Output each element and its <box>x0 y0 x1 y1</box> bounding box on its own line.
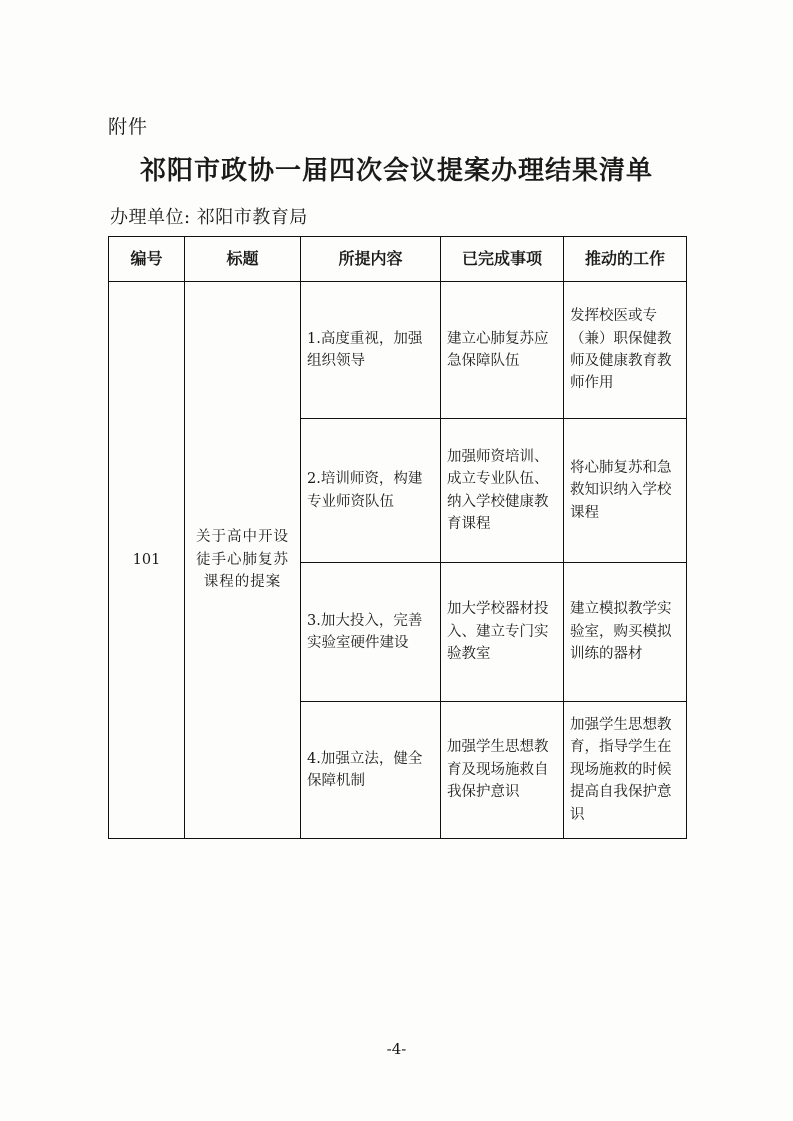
page-title: 祁阳市政协一届四次会议提案办理结果清单 <box>139 156 653 186</box>
cell-proposal-title: 关于高中开设徒手心肺复苏课程的提案 <box>185 282 301 839</box>
column-header-title: 标题 <box>185 237 301 282</box>
proposal-result-table <box>108 236 687 839</box>
cell-completed-3: 加大学校器材投入、建立专门实验教室 <box>441 563 564 702</box>
cell-completed-2: 加强师资培训、成立专业队伍、纳入学校健康教育课程 <box>441 419 564 563</box>
column-header-completed: 已完成事项 <box>441 237 564 282</box>
cell-content-4: 4.加强立法，健全保障机制 <box>301 702 441 839</box>
cell-work-2: 将心肺复苏和急救知识纳入学校课程 <box>564 419 687 563</box>
cell-work-4: 加强学生思想教育，指导学生在现场施救的时候提高自我保护意识 <box>564 702 687 839</box>
column-header-number: 编号 <box>109 237 185 282</box>
column-header-work: 推动的工作 <box>564 237 687 282</box>
cell-proposal-number: 101 <box>109 282 185 839</box>
table-header-row <box>109 237 687 282</box>
cell-work-3: 建立模拟教学实验室，购买模拟训练的器材 <box>564 563 687 702</box>
attachment-label: 附件 <box>108 116 149 138</box>
cell-content-1: 1.高度重视，加强组织领导 <box>301 282 441 419</box>
table-row <box>109 282 687 419</box>
column-header-content: 所提内容 <box>301 237 441 282</box>
cell-content-3: 3.加大投入，完善实验室硬件建设 <box>301 563 441 702</box>
handling-unit-line: 办理单位: 祁阳市教育局 <box>110 207 308 228</box>
cell-completed-1: 建立心肺复苏应急保障队伍 <box>441 282 564 419</box>
cell-content-2: 2.培训师资，构建专业师资队伍 <box>301 419 441 563</box>
cell-completed-4: 加强学生思想教育及现场施救自我保护意识 <box>441 702 564 839</box>
page-number: -4- <box>386 1040 407 1058</box>
cell-work-1: 发挥校医或专（兼）职保健教师及健康教育教师作用 <box>564 282 687 419</box>
